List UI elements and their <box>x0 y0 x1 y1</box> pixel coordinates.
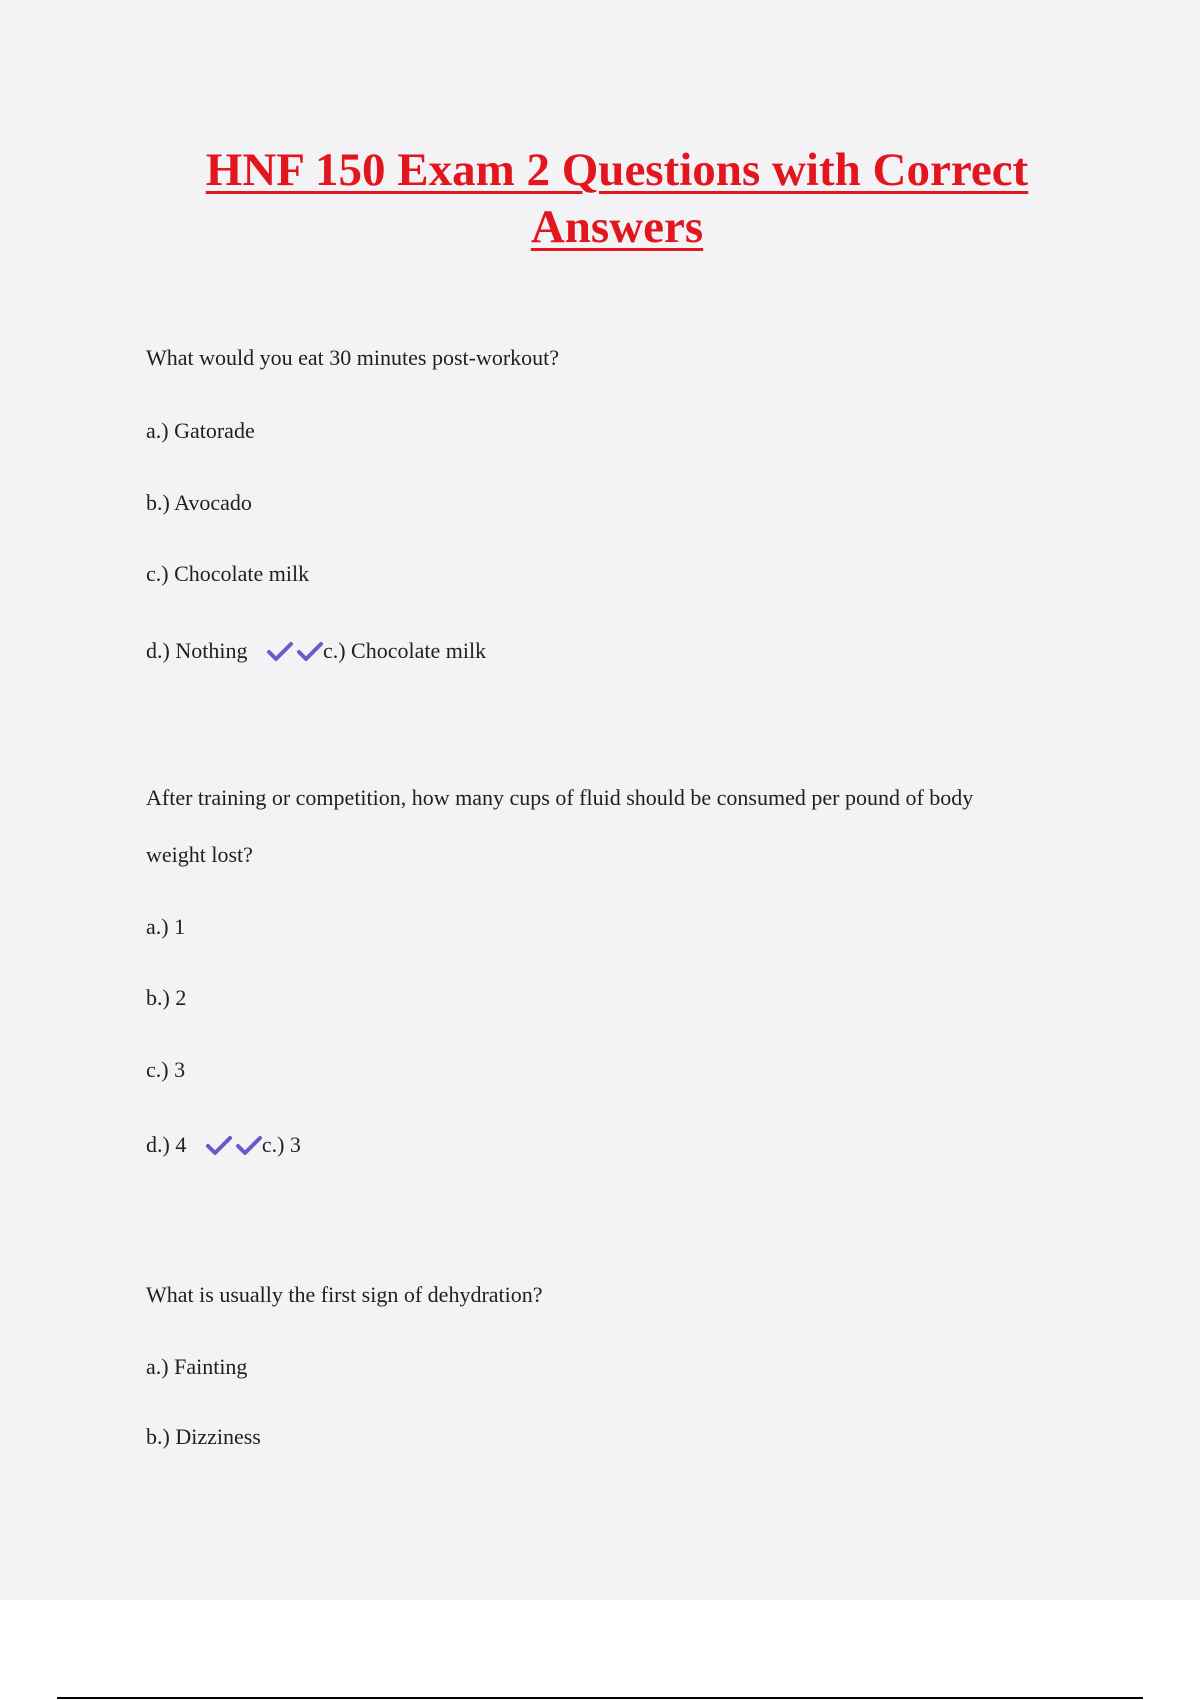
question-1-correct-answer: c.) Chocolate milk <box>322 638 487 663</box>
question-2-text-line1: After training or competition, how many cups of fluid should be consumed per pound of body <box>146 785 974 810</box>
document-title: HNF 150 Exam 2 Questions with Correct Answers <box>205 144 1029 253</box>
question-1-option-b: b.) Avocado <box>146 490 252 515</box>
question-2-text-line2: weight lost? <box>146 842 253 867</box>
check-mark-icon <box>206 1134 232 1156</box>
check-mark-icon <box>297 640 323 662</box>
question-1-option-a: a.) Gatorade <box>146 418 255 443</box>
question-2-option-b: b.) 2 <box>146 985 187 1010</box>
question-2-answer-line <box>146 1130 301 1160</box>
page-footer <box>0 1600 1200 1700</box>
question-1-option-d: d.) Nothing <box>146 638 248 663</box>
question-1-answer-line <box>146 636 486 666</box>
check-mark-icon <box>236 1134 262 1156</box>
question-2-option-c: c.) 3 <box>146 1057 186 1082</box>
question-3-option-a: a.) Fainting <box>146 1354 248 1379</box>
question-2-option-a: a.) 1 <box>146 914 186 939</box>
footer-divider <box>57 1697 1143 1699</box>
question-3-text: What is usually the first sign of dehydration? <box>146 1282 543 1307</box>
question-1-text: What would you eat 30 minutes post-workout? <box>146 345 560 370</box>
question-2-option-d: d.) 4 <box>146 1132 187 1157</box>
check-mark-icon <box>267 640 293 662</box>
question-3-option-b: b.) Dizziness <box>146 1424 261 1449</box>
question-1-option-c: c.) Chocolate milk <box>146 561 310 586</box>
question-2-correct-answer: c.) 3 <box>261 1132 301 1157</box>
